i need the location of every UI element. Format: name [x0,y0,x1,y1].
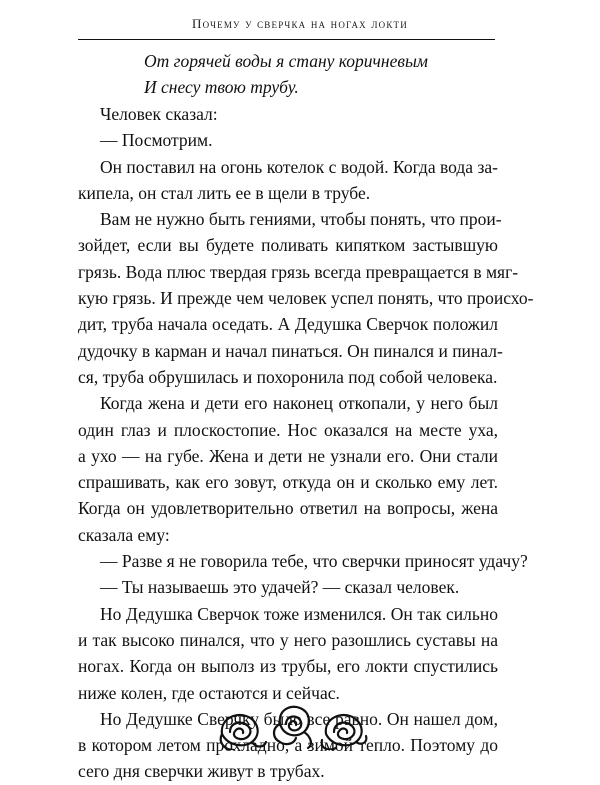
text-line: — Разве я не говорила тебе, что сверчки приносят удачу? [100,551,528,572]
text-line: ся, труба обрушилась и похоронила под собой человека. [78,366,498,387]
text-line: а ухо — на губе. Жена и дети не узнали его. Они стали [78,445,498,466]
rose-icon [322,715,367,750]
text-line: в котором летом прохладно, а зимой тепло. Поэтому до [78,735,498,756]
text-line: кипела, он стал лить ее в щели в трубе. [78,182,371,203]
text-line: дудочку в карман и начал пинаться. Он пинался и пинал- [78,340,503,361]
running-head: Почему у сверчка на ногах локти [192,16,408,31]
text-line: дит, труба начала оседать. А Дедушка Сверчок положил [78,314,498,335]
text-line: ногах. Когда он выполз из трубы, его локти спустились [78,656,498,677]
text-line: Вам не нужно быть гениями, чтобы понять, что прои- [100,209,502,230]
text-line: сказала ему: [78,524,170,545]
text-line: Он поставил на огонь котелок с водой. Когда вода за- [100,156,498,177]
text-line: сего дня сверчки живут в трубах. [78,761,325,782]
text-line: спрашивать, как его зовут, откуда он и сколько ему лет. [78,472,498,493]
text-line: грязь. Вода плюс твердая грязь всегда превращается в мяг- [78,261,519,282]
verse-block [144,48,428,100]
text-line: кую грязь. И прежде чем человек успел понять, что происхо- [78,288,534,309]
header-rule [78,39,495,40]
rose-icon [274,707,311,748]
text-line: и так высоко пинался, что у него разошлись суставы на [78,629,498,650]
text-line: зойдет, если вы будете поливать кипятком застывшую [78,235,498,256]
verse-line: От горячей воды я стану коричневым [144,51,428,71]
text-line: — Посмотрим. [100,130,213,151]
three-roses-ornament-icon [214,700,374,750]
text-line: Когда он удовлетворительно ответил на вопросы, жена [78,498,498,519]
text-line: ниже колен, где остаются и сейчас. [78,682,340,703]
text-line: один глаз и плоскостопие. Нос оказался на месте уха, [78,419,498,440]
verse-line: И снесу твою трубу. [144,77,299,97]
text-line: Но Дедушка Сверчок тоже изменился. Он так сильно [100,603,498,624]
rose-icon [221,715,266,750]
text-line: — Ты называешь это удачей? — сказал человек. [100,577,460,598]
text-line: Но Дедушке Сверчку было все равно. Он нашел дом, [100,708,498,729]
text-line: Когда жена и дети его наконец откопали, у него был [100,393,498,414]
body-text [78,101,534,785]
text-line: Человек сказал: [100,104,218,124]
